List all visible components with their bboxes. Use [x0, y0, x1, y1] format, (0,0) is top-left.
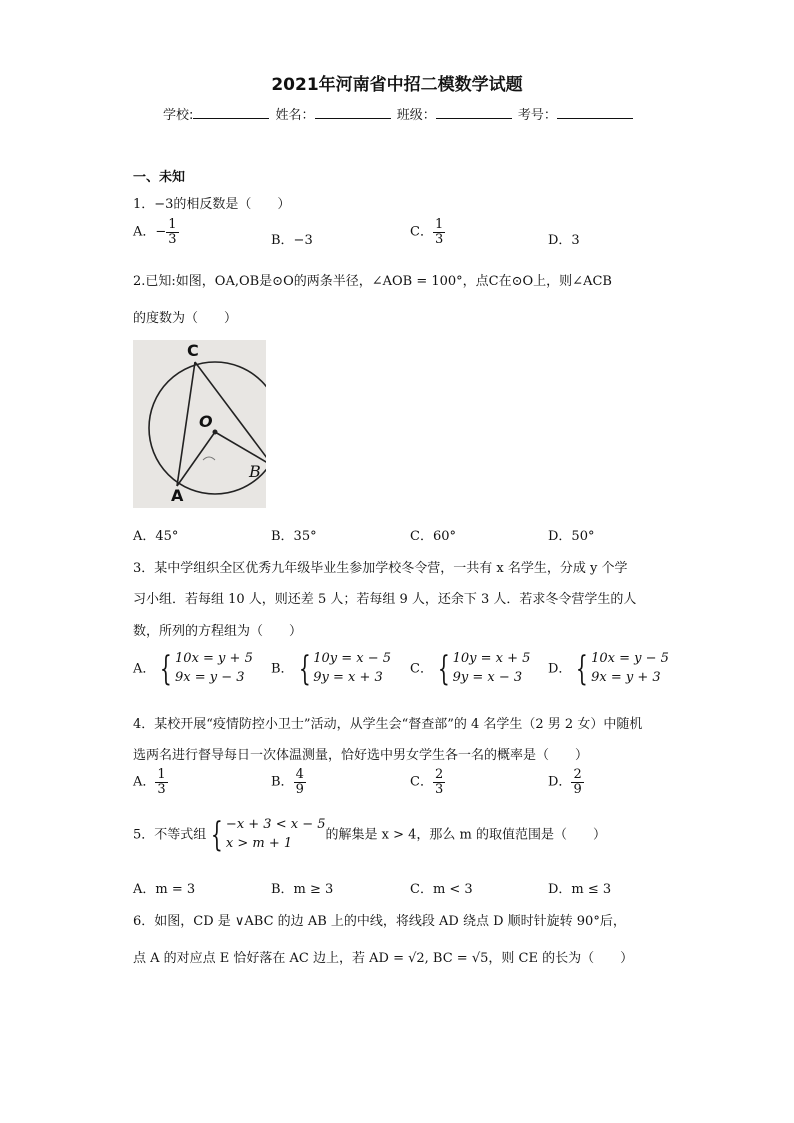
- fraction: $\frac{1}{3}$: [157, 767, 166, 797]
- question-4-option-c: C． $\frac{2}{3}$: [410, 767, 444, 797]
- name-label: 姓名：: [275, 108, 315, 123]
- question-2-stem-line-1: 2.已知:如图，OA,OB是⊙O的两条半径，∠AOB = 100°，点C在⊙O上，则∠ACB: [133, 274, 612, 289]
- question-6-stem-line-2: 点 A 的对应点 E 恰好落在 AC 边上，若 AD = √2, BC = √5，则 CE 的长为（ ）: [133, 951, 634, 966]
- fraction: $\frac{2}{3}$: [434, 767, 444, 797]
- question-1-option-d: D．3: [548, 233, 580, 248]
- point-b-label: B: [249, 462, 261, 481]
- exam-number-blank: [557, 106, 633, 119]
- question-1-option-b: B．−3: [271, 233, 313, 248]
- inequality-system: { −x + 3 < x − 5 x > m + 1: [211, 814, 326, 855]
- student-info-row: [163, 104, 635, 123]
- question-4-stem-line-1: 4．某校开展“疫情防控小卫士”活动，从学生会“督查部”的 4 名学生（2 男 2 女）中随机: [133, 717, 643, 732]
- question-5-stem: 5．不等式组 { −x + 3 < x − 5 x > m + 1 的解集是 x > 4，那么 m 的取值范围是（ ）: [133, 814, 606, 855]
- exam-title: 2021年河南省中招二模数学试题: [271, 75, 523, 95]
- equation-system: { 10y = x − 5 9y = x + 3: [298, 648, 392, 689]
- class-blank: [436, 106, 512, 119]
- question-4-option-a: A． $\frac{1}{3}$: [133, 767, 166, 797]
- fraction: $\frac{4}{9}$: [295, 767, 304, 797]
- question-2-option-a: A．45°: [133, 529, 179, 544]
- question-3-stem-line-2: 习小组．若每组 10 人，则还差 5 人；若每组 9 人，还余下 3 人．若求冬令营学生的人: [133, 592, 637, 607]
- question-2-option-b: B．35°: [271, 529, 317, 544]
- equation-system: { 10x = y − 5 9x = y + 3: [576, 648, 669, 689]
- circle-figure: [133, 340, 266, 508]
- school-label: 学校:: [163, 108, 194, 123]
- question-4-stem-line-2: 选两名进行督导每日一次体温测量，恰好选中男女学生各一名的概率是（ ）: [133, 748, 589, 763]
- equation-system: { 10y = x + 5 9y = x − 3: [437, 648, 531, 689]
- question-2-stem-line-2: 的度数为（ ）: [133, 311, 238, 326]
- question-5-option-c: C．m < 3: [410, 882, 473, 897]
- school-blank: [193, 106, 269, 119]
- name-blank: [315, 106, 391, 119]
- point-a-label: A: [171, 486, 184, 505]
- class-label: 班级：: [396, 108, 436, 123]
- point-o-label: O: [199, 412, 213, 431]
- question-4-option-d: D． $\frac{2}{9}$: [548, 767, 582, 797]
- question-5-option-d: D．m ≤ 3: [548, 882, 612, 897]
- question-3-option-b: B． { 10y = x − 5 9y = x + 3: [271, 648, 392, 689]
- exam-number-label: 考号：: [517, 108, 557, 123]
- question-2-option-d: D．50°: [548, 529, 595, 544]
- fraction: $\frac{2}{9}$: [573, 767, 582, 797]
- question-3-stem-line-1: 3．某中学组织全区优秀九年级毕业生参加学校冬令营，一共有 x 名学生，分成 y 个学: [133, 561, 628, 576]
- question-3-option-a: A． { 10x = y + 5 9x = y − 3: [133, 648, 253, 689]
- question-1-stem: 1．−3的相反数是（ ）: [133, 197, 291, 212]
- question-1-option-a: A．− $\frac{1}{3}$: [133, 217, 177, 247]
- question-6-stem-line-1: 6．如图，CD 是 ∨ABC 的边 AB 上的中线，将线段 AD 绕点 D 顺时针旋转 90°后，: [133, 914, 626, 929]
- equation-system: { 10x = y + 5 9x = y − 3: [160, 648, 253, 689]
- fraction: $\frac{1}{3}$: [434, 217, 444, 247]
- question-1-option-c: C． $\frac{1}{3}$: [410, 217, 444, 247]
- question-5-option-b: B．m ≥ 3: [271, 882, 334, 897]
- question-3-stem-line-3: 数，所列的方程组为（ ）: [133, 624, 303, 639]
- point-c-label: C: [187, 341, 199, 360]
- question-3-option-c: C． { 10y = x + 5 9y = x − 3: [410, 648, 531, 689]
- question-3-option-d: D． { 10x = y − 5 9x = y + 3: [548, 648, 669, 689]
- section-heading: 一、未知: [133, 170, 186, 185]
- question-5-option-a: A．m = 3: [133, 882, 196, 897]
- fraction: $\frac{1}{3}$: [168, 217, 177, 247]
- question-2-option-c: C．60°: [410, 529, 456, 544]
- question-4-option-b: B． $\frac{4}{9}$: [271, 767, 304, 797]
